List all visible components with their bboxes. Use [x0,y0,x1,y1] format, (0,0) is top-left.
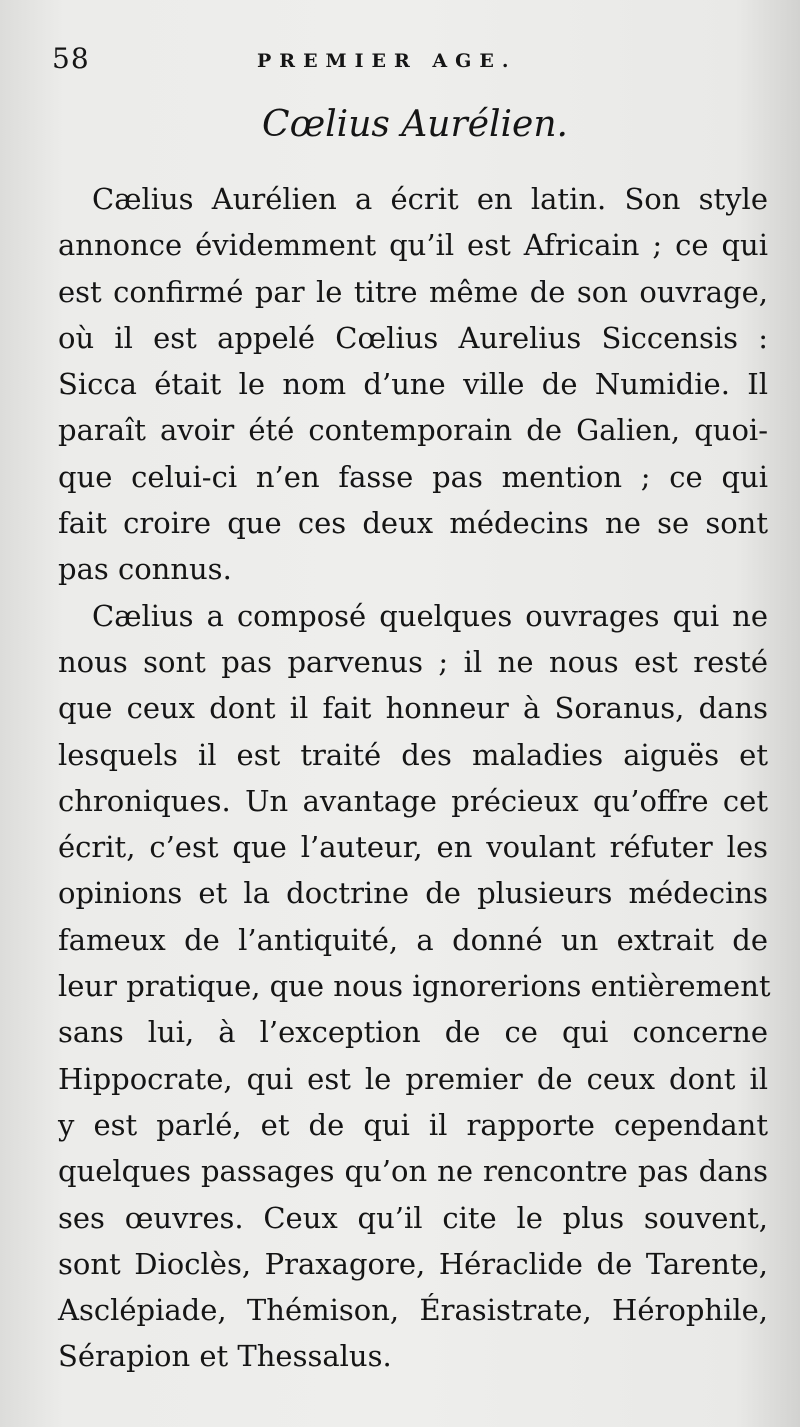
page-number: 58 [52,42,90,75]
text-line: sont Dioclès, Praxagore, Héraclide de Tarente, [58,1246,768,1281]
text-line: fait croire que ces deux médecins ne se sont [58,506,768,541]
paragraph [58,597,771,1384]
text-line: fameux de l’antiquité, a donné un extrait de [58,922,768,957]
running-head [52,40,762,80]
text-line: ses œuvres. Ceux qu’il cite le plus souvent, [58,1200,768,1235]
text-line: opinions et la doctrine de plusieurs médecins [58,876,768,911]
text-line: nous sont pas parvenus ; il ne nous est resté [58,644,768,679]
text-line: Sérapion et Thessalus. [58,1339,392,1374]
text-line: lesquels il est traité des maladies aiguës et [58,737,768,772]
paragraph [58,180,768,597]
text-line: Cælius Aurélien a écrit en latin. Son style [92,182,768,216]
text-line: que celui-ci n’en fasse pas mention ; ce qui [58,459,768,494]
text-line: quelques passages qu’on ne rencontre pas dans [58,1154,768,1189]
running-title: PREMIER AGE. [257,50,517,72]
text-line: leur pratique, que nous ignorerions entièrement [58,969,771,1004]
body-text [58,180,771,1384]
text-line: paraît avoir été contemporain de Galien, quoi- [58,413,768,448]
text-line: où il est appelé Cœlius Aurelius Siccensis : [58,320,768,355]
text-line: que ceux dont il fait honneur à Soranus, dans [58,691,768,726]
text-line: sans lui, à l’exception de ce qui concerne [58,1015,768,1050]
text-line: écrit, c’est que l’auteur, en voulant réfuter les [58,830,768,865]
text-line: Sicca était le nom d’une ville de Numidie. Il [58,367,768,402]
text-line: Asclépiade, Thémison, Érasistrate, Hérophile, [58,1293,768,1328]
text-line: pas connus. [58,552,232,587]
text-line: chroniques. Un avantage précieux qu’offre cet [58,783,768,818]
text-line: est confirmé par le titre même de son ouvrage, [58,274,768,309]
text-line: y est parlé, et de qui il rapporte cependant [58,1107,768,1142]
text-line: Hippocrate, qui est le premier de ceux dont il [58,1061,768,1096]
section-title: Cœlius Aurélien. [262,104,568,145]
text-line: Cælius a composé quelques ouvrages qui ne [92,598,768,633]
text-line: annonce évidemment qu’il est Africain ; ce qui [58,228,768,263]
